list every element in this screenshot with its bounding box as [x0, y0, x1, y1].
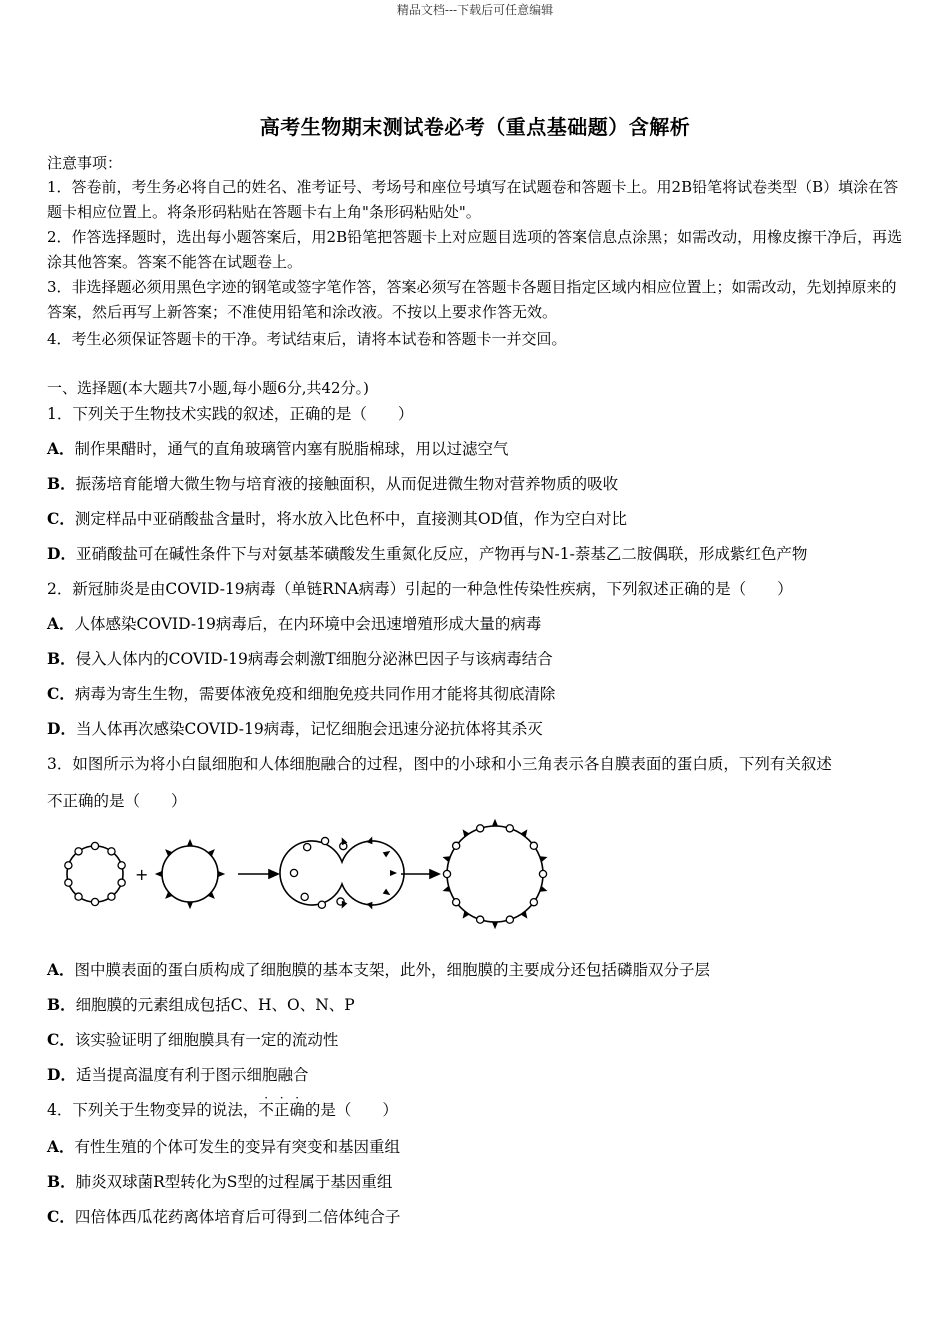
protein-ball-marker: [318, 901, 325, 908]
page-header: 精品文档---下载后可任意编辑: [396, 3, 554, 17]
protein-ball-marker: [75, 893, 82, 900]
q1-stem: 1．下列关于生物技术实践的叙述，正确的是（ ）: [47, 405, 414, 423]
cell-fusion-diagram: [58, 818, 558, 943]
q4-option-a: [47, 1135, 400, 1157]
q3-option-d: [47, 1063, 308, 1085]
protein-triangle-marker: [208, 892, 215, 899]
option-text: 四倍体西瓜花药离体培育后可得到二倍体纯合子: [74, 1208, 401, 1226]
protein-ball-marker: [506, 916, 513, 923]
protein-triangle-marker: [165, 849, 172, 856]
q2-option-b: [47, 647, 553, 669]
protein-ball-marker: [108, 893, 115, 900]
mouse-cell: [67, 846, 123, 902]
q2-option-d: [47, 717, 543, 739]
option-label: D．: [47, 544, 76, 563]
q1-option-a: [47, 437, 509, 459]
option-label: D．: [47, 719, 76, 738]
notice-heading: 注意事项：: [47, 154, 123, 172]
q4-option-b: [47, 1170, 392, 1192]
q4-stem: [47, 1091, 398, 1120]
option-text: 制作果醋时，通气的直角玻璃管内塞有脱脂棉球，用以过滤空气: [74, 440, 509, 458]
human-cell: [162, 846, 218, 902]
option-text: 人体感染COVID-19病毒后，在内环境中会迅速增殖形成大量的病毒: [74, 615, 542, 633]
protein-triangle-marker: [383, 851, 391, 858]
option-label: C．: [47, 684, 75, 703]
q1-option-d: [47, 542, 807, 564]
q3-option-a: [47, 958, 710, 980]
q3-option-c: [47, 1028, 338, 1050]
protein-triangle-marker: [208, 849, 215, 856]
page-title: 高考生物期末测试卷必考（重点基础题）含解析: [259, 115, 691, 139]
option-label: A．: [47, 1137, 75, 1156]
protein-triangle-marker: [165, 892, 172, 899]
q3-stem-line-1: 3．如图所示为将小白鼠细胞和人体细胞融合的过程，图中的小球和小三角表示各自膜表面的蛋白质，下列有关叙述: [47, 755, 832, 773]
option-text: 侵入人体内的COVID-19病毒会刺激T细胞分泌淋巴因子与该病毒结合: [75, 650, 553, 668]
q4-option-c: [47, 1205, 400, 1227]
protein-ball-marker: [477, 916, 484, 923]
protein-ball-marker: [65, 862, 72, 869]
option-label: B．: [47, 649, 76, 668]
option-label: C．: [47, 1030, 75, 1049]
protein-ball-marker: [75, 848, 82, 855]
protein-triangle-marker: [367, 837, 373, 845]
protein-ball-marker: [290, 869, 297, 876]
protein-ball-marker: [65, 879, 72, 886]
q3-stem-line-2: 不正确的是（ ）: [47, 792, 187, 810]
option-text: 亚硝酸盐可在碱性条件下与对氨基苯磺酸发生重氮化反应，产物再与N-1-萘基乙二胺偶联，形成紫红色产物: [75, 545, 808, 563]
option-text: 有性生殖的个体可发生的变异有突变和基因重组: [74, 1138, 401, 1156]
q4-stem-prefix: 4．下列关于生物变异的说法，: [47, 1101, 259, 1119]
protein-ball-marker: [506, 825, 513, 832]
protein-ball-marker: [453, 899, 460, 906]
protein-ball-marker: [91, 898, 98, 905]
option-label: B．: [47, 1172, 76, 1191]
protein-ball-marker: [477, 825, 484, 832]
section-heading: 一、选择题(本大题共7小题,每小题6分,共42分。): [47, 379, 369, 397]
notice-item-3: 3．非选择题必须用黑色字迹的钢笔或签字笔作答，答案必须写在答题卡各题目指定区域内相应位置上；如需改动，先划掉原来的答案，然后再写上新答案；不准使用铅笔和涂改液。不按以上要求作答无效。: [47, 278, 897, 321]
option-label: A．: [47, 614, 75, 633]
option-text: 该实验证明了细胞膜具有一定的流动性: [74, 1031, 339, 1049]
protein-ball-marker: [118, 862, 125, 869]
protein-ball-marker: [304, 844, 311, 851]
notice-item-2: 2．作答选择题时，选出每小题答案后，用2B铅笔把答题卡上对应题目选项的答案信息点涂黑；如需改动，用橡皮擦干净后，再选涂其他答案。答案不能答在试题卷上。: [47, 228, 903, 271]
protein-triangle-marker: [383, 889, 391, 896]
option-text: 测定样品中亚硝酸盐含量时，将水放入比色杯中，直接测其OD值，作为空白对比: [74, 510, 627, 528]
protein-triangle-marker: [367, 902, 373, 910]
option-label: D．: [47, 1065, 76, 1084]
option-text: 振荡培育能增大微生物与培育液的接触面积，从而促进微生物对营养物质的吸收: [75, 475, 619, 493]
hybrid-cell: [447, 826, 543, 922]
protein-ball-marker: [530, 842, 537, 849]
notice-item-4: 4．考生必须保证答题卡的干净。考试结束后，请将本试卷和答题卡一并交回。: [47, 330, 567, 348]
protein-triangle-marker: [492, 922, 498, 929]
protein-triangle-marker: [492, 819, 498, 826]
option-text: 适当提高温度有利于图示细胞融合: [75, 1066, 309, 1084]
protein-triangle-marker: [187, 902, 193, 909]
q4-stem-suffix: 的是（ ）: [304, 1101, 398, 1119]
protein-ball-marker: [108, 848, 115, 855]
q1-option-c: [47, 507, 627, 529]
protein-ball-marker: [118, 879, 125, 886]
protein-ball-marker: [301, 893, 308, 900]
option-text: 病毒为寄生生物，需要体液免疫和细胞免疫共同作用才能将其彻底清除: [74, 685, 556, 703]
arrow-2-head: [430, 870, 439, 878]
emphasis-char: · 确: [289, 1091, 305, 1119]
option-label: A．: [47, 960, 75, 979]
option-label: C．: [47, 509, 75, 528]
protein-triangle-marker: [218, 871, 225, 877]
protein-ball-marker: [530, 899, 537, 906]
option-label: B．: [47, 474, 76, 493]
option-text: 图中膜表面的蛋白质构成了细胞膜的基本支架，此外，细胞膜的主要成分还包括磷脂双分子层: [74, 961, 711, 979]
protein-ball-marker: [321, 837, 328, 844]
q3-option-b: [47, 993, 355, 1015]
protein-triangle-marker: [187, 839, 193, 846]
protein-ball-marker: [539, 870, 546, 877]
q2-option-c: [47, 682, 555, 704]
option-label: C．: [47, 1207, 75, 1226]
option-text: 细胞膜的元素组成包括C、H、O、N、P: [75, 996, 355, 1014]
option-label: A．: [47, 439, 75, 458]
protein-ball-marker: [91, 842, 98, 849]
emphasis-char: · 正: [273, 1091, 290, 1119]
q1-option-b: [47, 472, 618, 494]
option-text: 肺炎双球菌R型转化为S型的过程属于基因重组: [75, 1173, 393, 1191]
emphasis-char: · 不: [258, 1091, 274, 1119]
arrow-1-head: [269, 870, 278, 878]
plus-sign: +: [135, 865, 149, 884]
protein-ball-marker: [453, 842, 460, 849]
option-text: 当人体再次感染COVID-19病毒，记忆细胞会迅速分泌抗体将其杀灭: [75, 720, 543, 738]
option-label: B．: [47, 995, 76, 1014]
q2-option-a: [47, 612, 541, 634]
protein-ball-marker: [443, 870, 450, 877]
protein-triangle-marker: [390, 870, 397, 876]
q2-stem: 2．新冠肺炎是由COVID-19病毒（单链RNA病毒）引起的一种急性传染性疾病，下列叙述正确的是（ ）: [47, 580, 793, 598]
protein-triangle-marker: [155, 871, 162, 877]
notice-item-1: 1．答卷前，考生务必将自己的姓名、准考证号、考场号和座位号填写在试题卷和答题卡上。用2B铅笔将试卷类型（B）填涂在答题卡相应位置上。将条形码粘贴在答题卡右上角"条形码粘贴处"。: [47, 178, 899, 221]
fusing-cells: [280, 841, 404, 905]
